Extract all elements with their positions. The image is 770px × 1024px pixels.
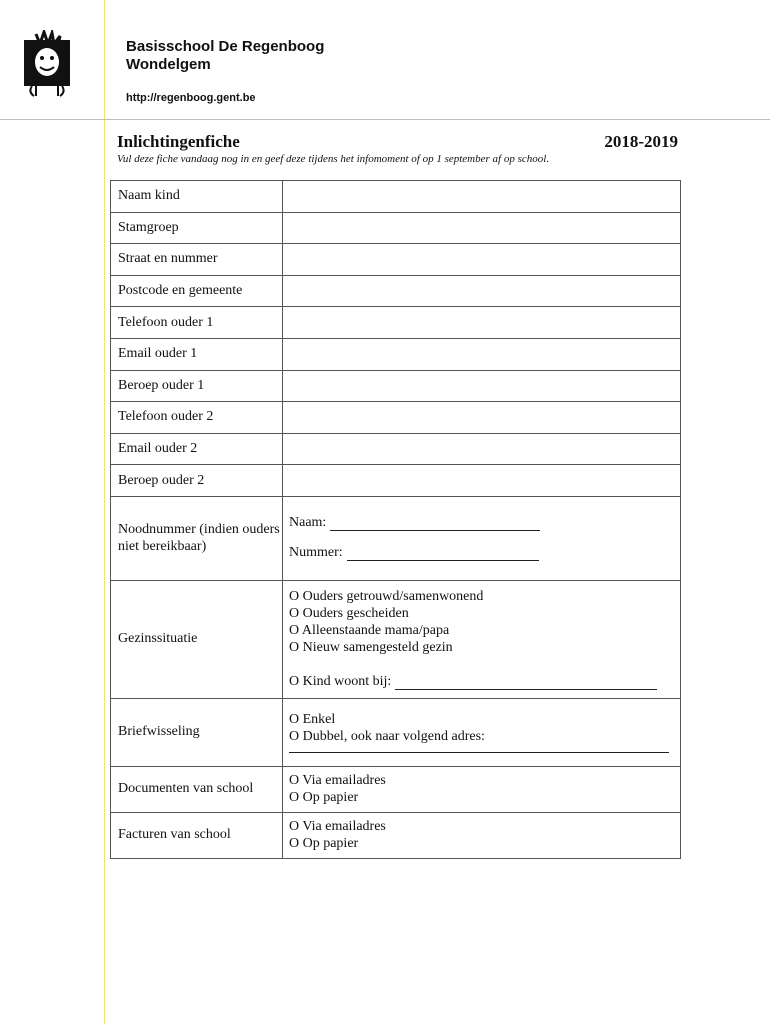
- form-row-label: Stamgroep: [111, 212, 283, 244]
- invoices-option[interactable]: O Via emailadres: [289, 819, 386, 835]
- school-location: Wondelgem: [126, 56, 211, 73]
- form-row-input[interactable]: [283, 275, 681, 307]
- form-row-label: Straat en nummer: [111, 244, 283, 276]
- form-row-label: Telefoon ouder 2: [111, 402, 283, 434]
- form-row-input[interactable]: [283, 244, 681, 276]
- family-option[interactable]: O Nieuw samengesteld gezin: [289, 640, 453, 656]
- invoices-option[interactable]: O Op papier: [289, 836, 359, 852]
- emergency-fields: [283, 496, 681, 580]
- family-option[interactable]: O Alleenstaande mama/papa: [289, 623, 450, 639]
- family-options: [283, 580, 681, 698]
- correspondence-options: [283, 698, 681, 766]
- school-url[interactable]: http://regenboog.gent.be: [126, 92, 256, 104]
- invoices-row: [111, 812, 681, 858]
- form-row: [111, 402, 681, 434]
- emergency-number-field[interactable]: [347, 559, 539, 561]
- header-divider: [0, 119, 770, 120]
- invoices-options: [283, 812, 681, 858]
- family-option[interactable]: O Ouders gescheiden: [289, 606, 409, 622]
- correspondence-option[interactable]: O Dubbel, ook naar volgend adres:: [289, 729, 485, 745]
- form-row-input[interactable]: [283, 181, 681, 213]
- form-row-label: Telefoon ouder 1: [111, 307, 283, 339]
- correspondence-row: [111, 698, 681, 766]
- lives-with-label[interactable]: O Kind woont bij:: [289, 674, 392, 690]
- emergency-label: Noodnummer (indien ouders niet bereikbaar): [111, 496, 283, 580]
- form-row: [111, 338, 681, 370]
- form-title: Inlichtingenfiche: [117, 132, 240, 151]
- emergency-number-label: Nummer:: [289, 545, 343, 561]
- school-name: Basisschool De Regenboog: [126, 38, 325, 55]
- form-row-label: Beroep ouder 2: [111, 465, 283, 497]
- family-row: [111, 580, 681, 698]
- emergency-name-label: Naam:: [289, 515, 327, 531]
- school-logo: [22, 30, 72, 100]
- documents-label: Documenten van school: [111, 766, 283, 812]
- school-heading: [126, 38, 324, 74]
- form-row: [111, 433, 681, 465]
- form-instruction: Vul deze fiche vandaag nog in en geef deze tijdens het infomoment of op 1 september af op school.: [117, 153, 550, 165]
- form-row: [111, 212, 681, 244]
- form-row: [111, 275, 681, 307]
- lives-with-field[interactable]: [395, 688, 657, 690]
- documents-row: [111, 766, 681, 812]
- form-row: [111, 370, 681, 402]
- family-option[interactable]: O Ouders getrouwd/samenwonend: [289, 589, 484, 605]
- form-row-input[interactable]: [283, 402, 681, 434]
- form-row-input[interactable]: [283, 465, 681, 497]
- form-row-input[interactable]: [283, 338, 681, 370]
- documents-options: [283, 766, 681, 812]
- form-row: [111, 465, 681, 497]
- form-row: [111, 181, 681, 213]
- documents-option[interactable]: O Op papier: [289, 790, 359, 806]
- emergency-row: [111, 496, 681, 580]
- documents-option[interactable]: O Via emailadres: [289, 773, 386, 789]
- form-row-input[interactable]: [283, 212, 681, 244]
- form-row-input[interactable]: [283, 433, 681, 465]
- form-row: [111, 307, 681, 339]
- family-label: Gezinssituatie: [111, 580, 283, 698]
- correspondence-label: Briefwisseling: [111, 698, 283, 766]
- form-row-label: Naam kind: [111, 181, 283, 213]
- info-form-table: [110, 180, 681, 859]
- form-row-label: Email ouder 2: [111, 433, 283, 465]
- invoices-label: Facturen van school: [111, 812, 283, 858]
- form-row-input[interactable]: [283, 370, 681, 402]
- form-row-label: Email ouder 1: [111, 338, 283, 370]
- form-row-label: Beroep ouder 1: [111, 370, 283, 402]
- margin-line: [104, 0, 105, 1024]
- correspondence-option[interactable]: O Enkel: [289, 712, 336, 728]
- emergency-name-field[interactable]: [330, 529, 540, 531]
- address-field[interactable]: [289, 751, 669, 753]
- school-year: 2018-2019: [604, 132, 678, 151]
- form-row-input[interactable]: [283, 307, 681, 339]
- form-row: [111, 244, 681, 276]
- form-row-label: Postcode en gemeente: [111, 275, 283, 307]
